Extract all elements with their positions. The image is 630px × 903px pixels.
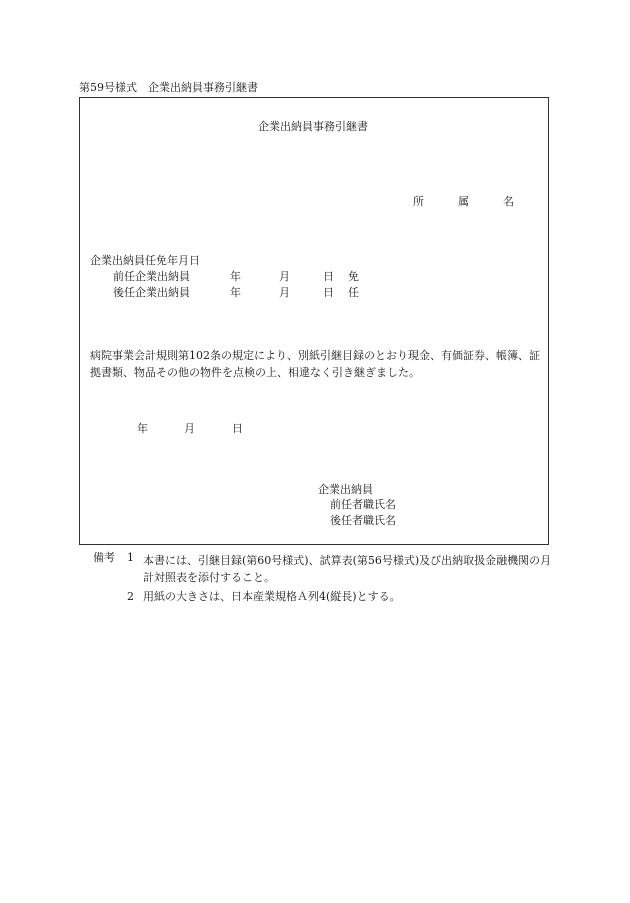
previous-treasurer-label: 前任企業出納員: [113, 270, 190, 283]
treasurer-signature-label: 企業出納員: [318, 483, 373, 496]
remark-number: 1: [127, 551, 134, 564]
remark-text: 用紙の大きさは、日本産業規格Ａ列4(縦長)とする。: [143, 590, 401, 603]
handover-statement: 病院事業会計規則第102条の規定により、別紙引継目録のとおり現金、有価証券、帳簿、証拠書類、物品その他の物件を点検の上、相違なく引き継ぎました。: [90, 349, 540, 379]
successor-month-unit: 月: [279, 286, 290, 299]
change-date-label: 企業出納員任免年月日: [90, 254, 200, 267]
date-month-unit: 月: [184, 422, 195, 435]
date-day-unit: 日: [232, 422, 243, 435]
form-heading: 第59号様式 企業出納員事務引継書: [79, 81, 258, 94]
successor-day-unit: 日: [323, 286, 334, 299]
previous-dismissal-mark: 免: [348, 270, 359, 283]
remark-number: 2: [127, 590, 134, 603]
date-year-unit: 年: [137, 422, 148, 435]
successor-year-unit: 年: [230, 286, 241, 299]
previous-month-unit: 月: [279, 270, 290, 283]
remark-text: 本書には、引継目録(第60号様式)、試算表(第56号様式)及び出納取扱金融機関の月計対照表を添付すること。: [143, 554, 552, 584]
form-frame: [79, 97, 549, 545]
affiliation-char: 名: [503, 195, 514, 208]
successor-treasurer-label: 後任企業出納員: [113, 286, 190, 299]
affiliation-label: [413, 196, 514, 207]
previous-name-label: 前任者職氏名: [330, 498, 396, 511]
successor-name-label: 後任者職氏名: [330, 514, 396, 527]
successor-appointment-mark: 任: [348, 286, 359, 299]
affiliation-char: 所: [413, 195, 424, 208]
previous-day-unit: 日: [323, 270, 334, 283]
affiliation-char: 属: [458, 195, 469, 208]
document-title: 企業出納員事務引継書: [258, 120, 368, 133]
previous-year-unit: 年: [230, 270, 241, 283]
remarks-label: 備考: [93, 551, 115, 564]
